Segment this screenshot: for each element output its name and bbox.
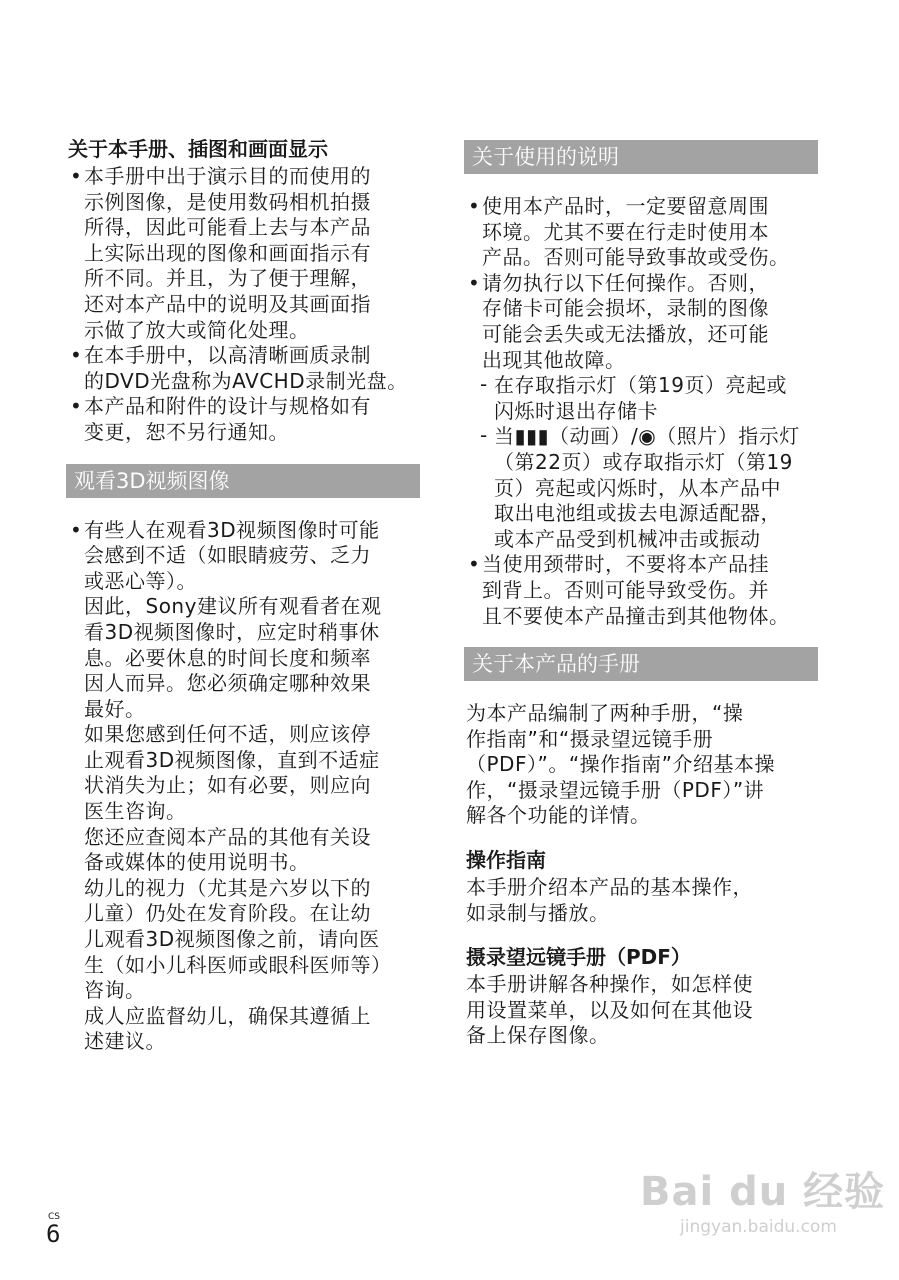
bullet-icon: • xyxy=(468,552,480,577)
dash-icon: - xyxy=(480,372,488,397)
section-heading: 摄录望远镜手册（PDF） xyxy=(466,945,691,970)
sub-list-item xyxy=(466,424,818,552)
list-item xyxy=(68,164,420,343)
text-line: 息。必要休息的时间长度和频率 xyxy=(84,645,371,670)
list-item xyxy=(68,518,420,1055)
text-line: 如录制与播放。 xyxy=(466,900,610,925)
section-title-bar: 关于使用的说明 xyxy=(464,140,818,174)
text-line: 作指南”和“摄录望远镜手册 xyxy=(466,726,714,751)
left-column xyxy=(68,136,420,1055)
text-line: 变更，恕不另行通知。 xyxy=(84,419,289,444)
text-line: 备上保存图像。 xyxy=(466,1023,610,1048)
paragraph xyxy=(466,701,818,829)
text-line: 有些人在观看3D视频图像时可能 xyxy=(84,517,380,542)
text-line: 示做了放大或简化处理。 xyxy=(84,317,310,342)
list-item xyxy=(466,271,818,373)
text-line: 本手册中出于演示目的而使用的 xyxy=(84,164,371,188)
text-line: （第22页）或存取指示灯（第19 xyxy=(494,449,793,474)
text-line: 幼儿的视力（尤其是六岁以下的 xyxy=(84,875,371,900)
text-line: 如果您感到任何不适，则应该停 xyxy=(84,722,371,747)
text-line: 还对本产品中的说明及其画面指 xyxy=(84,291,371,316)
list-item xyxy=(466,552,818,629)
right-column xyxy=(466,140,818,1049)
text-line: 用设置菜单，以及如何在其他设 xyxy=(466,997,753,1022)
text-line: 环境。尤其不要在行走时使用本 xyxy=(482,219,769,244)
text-line: 儿观看3D视频图像之前，请向医 xyxy=(84,927,380,952)
watermark-logo: Bai du 经验 xyxy=(640,1169,886,1215)
bullet-icon: • xyxy=(468,194,480,218)
text-line: 咨询。 xyxy=(84,978,146,1003)
spacer xyxy=(466,926,818,944)
text-line: 成人应监督幼儿，确保其遵循上 xyxy=(84,1003,371,1028)
text-line: 述建议。 xyxy=(84,1029,166,1054)
text-line: 产品。否则可能导致事故或受伤。 xyxy=(482,245,790,270)
text-line: 所不同。并且，为了便于理解， xyxy=(84,266,371,291)
text-line: 因人而异。您必须确定哪种效果 xyxy=(84,671,371,696)
text-line: 会感到不适（如眼睛疲劳、乏力 xyxy=(84,543,371,568)
list-item xyxy=(68,343,420,394)
bullet-icon: • xyxy=(70,164,82,188)
text-line: 使用本产品时，一定要留意周围 xyxy=(482,194,769,218)
list-item xyxy=(466,194,818,271)
text-line: 您还应查阅本产品的其他有关设 xyxy=(84,824,371,849)
section-title-bar: 观看3D视频图像 xyxy=(66,464,420,498)
text-line: 所得，因此可能看上去与本产品 xyxy=(84,215,371,240)
text-line: 本产品和附件的设计与规格如有 xyxy=(84,394,371,419)
text-line: 儿童）仍处在发育阶段。在让幼 xyxy=(84,901,371,926)
watermark-url: jingyan.baidu.com xyxy=(680,1217,837,1237)
text-line: 当▮▮▮（动画）/◉（照片）指示灯 xyxy=(494,424,800,449)
text-line: 的DVD光盘称为AVCHD录制光盘。 xyxy=(84,368,408,393)
spacer xyxy=(466,629,818,647)
bullet-icon: • xyxy=(70,517,82,542)
text-line: 在存取指示灯（第19页）亮起或 xyxy=(494,373,787,398)
page-language-code: CS xyxy=(48,1212,60,1222)
text-line: 当使用颈带时，不要将本产品挂 xyxy=(482,552,769,577)
text-line: 生（如小儿科医师或眼科医师等） xyxy=(84,952,392,977)
text-line: 或本产品受到机械冲击或振动 xyxy=(494,526,761,551)
text-line: 取出电池组或拔去电源适配器， xyxy=(494,501,781,526)
spacer xyxy=(466,829,818,847)
text-line: 因此，Sony建议所有观看者在观 xyxy=(84,594,382,619)
text-line: 闪烁时退出存储卡 xyxy=(494,398,658,423)
page-number: 6 xyxy=(46,1220,61,1248)
text-line: 为本产品编制了两种手册，“操 xyxy=(466,701,744,726)
text-line: 上实际出现的图像和画面指示有 xyxy=(84,240,371,265)
text-line: 解各个功能的详情。 xyxy=(466,803,651,828)
text-line: （PDF）”。“操作指南”介绍基本操 xyxy=(466,752,776,777)
paragraph xyxy=(466,875,818,926)
text-line: 或恶心等）。 xyxy=(84,568,197,593)
text-line: 到背上。否则可能导致受伤。并 xyxy=(482,577,769,602)
dash-icon: - xyxy=(480,423,488,448)
text-line: 最好。 xyxy=(84,696,146,721)
text-line: 医生咨询。 xyxy=(84,799,187,824)
text-line: 请勿执行以下任何操作。否则， xyxy=(482,270,769,295)
list-item xyxy=(68,394,420,445)
text-line: 示例图像，是使用数码相机拍摄 xyxy=(84,189,371,214)
text-line: 本手册介绍本产品的基本操作， xyxy=(466,875,753,900)
text-line: 备或媒体的使用说明书。 xyxy=(84,850,310,875)
text-line: 在本手册中，以高清晰画质录制 xyxy=(84,343,371,368)
bullet-icon: • xyxy=(70,343,82,368)
text-line: 页）亮起或闪烁时，从本产品中 xyxy=(494,475,781,500)
text-line: 且不要使本产品撞击到其他物体。 xyxy=(482,603,790,628)
text-line: 看3D视频图像时，应定时稍事休 xyxy=(84,619,380,644)
section-heading: 操作指南 xyxy=(466,848,546,873)
text-line: 状消失为止；如有必要，则应向 xyxy=(84,773,371,798)
paragraph xyxy=(466,972,818,1049)
baidu-watermark xyxy=(640,1160,885,1237)
text-line: 作，“摄录望远镜手册（PDF）”讲 xyxy=(466,777,765,802)
text-line: 止观看3D视频图像，直到不适症 xyxy=(84,747,380,772)
bullet-icon: • xyxy=(70,394,82,419)
bullet-icon: • xyxy=(468,270,480,295)
section-heading: 关于本手册、插图和画面显示 xyxy=(68,137,328,161)
text-line: 存储卡可能会损坏，录制的图像 xyxy=(482,296,769,321)
spacer xyxy=(68,446,420,464)
text-line: 可能会丢失或无法播放，还可能 xyxy=(482,321,769,346)
text-line: 出现其他故障。 xyxy=(482,347,626,372)
sub-list-item xyxy=(466,373,818,424)
section-title-bar: 关于本产品的手册 xyxy=(464,647,818,681)
text-line: 本手册讲解各种操作，如怎样使 xyxy=(466,972,753,997)
